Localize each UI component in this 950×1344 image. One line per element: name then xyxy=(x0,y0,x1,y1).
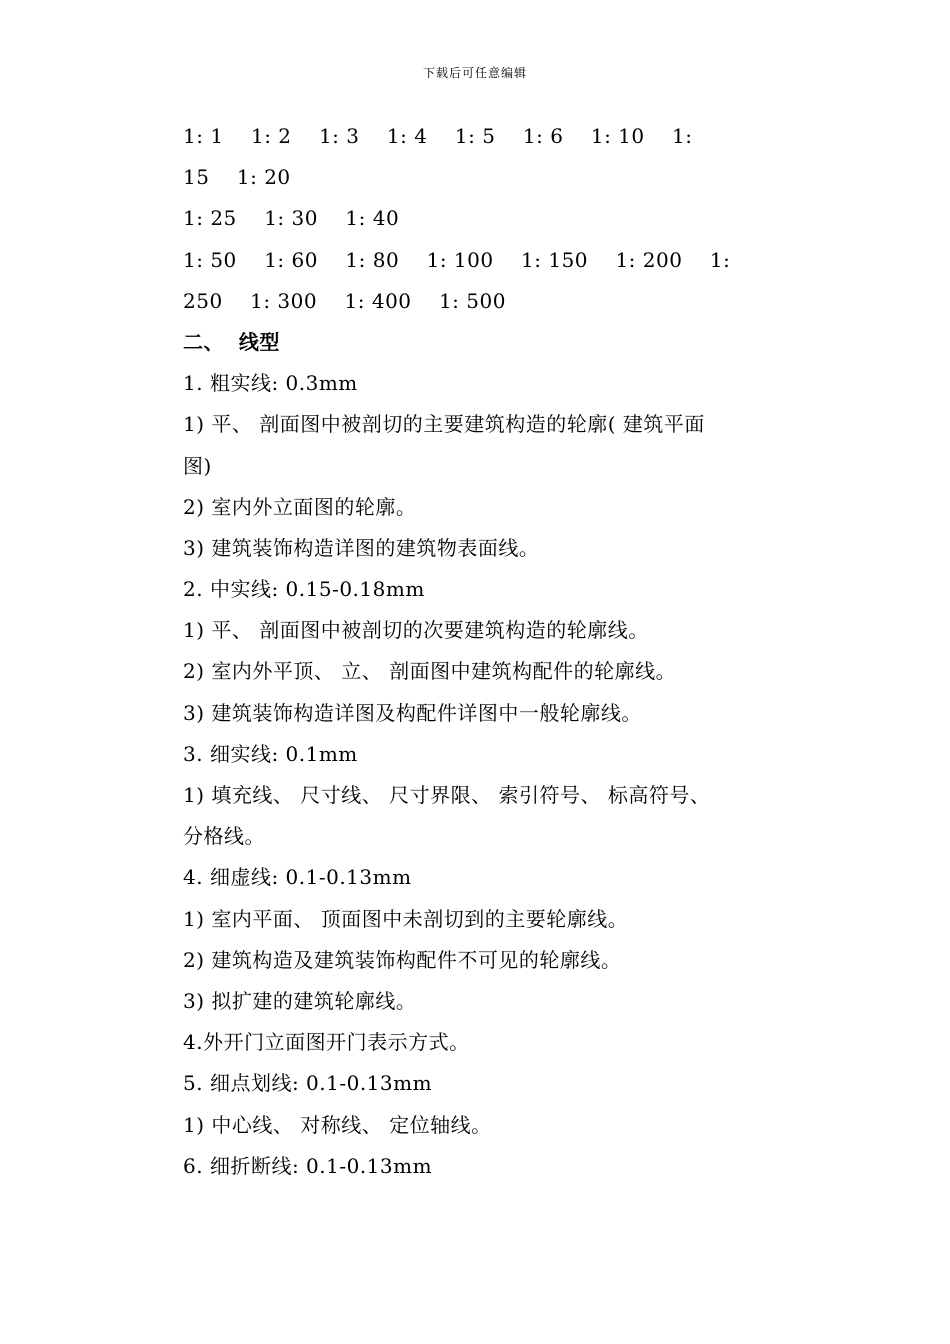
document-body xyxy=(183,116,793,1187)
text-line: 图) xyxy=(183,453,212,478)
item-medium-solid-line: 2. 中实线: 0.15-0.18mm xyxy=(183,577,425,602)
text-line: 1) 室内平面、 顶面图中未剖切到的主要轮廓线。 xyxy=(183,906,629,931)
text-line: 2) 室内外平顶、 立、 剖面图中建筑构配件的轮廓线。 xyxy=(183,659,677,684)
item-thick-solid-line: 1. 粗实线: 0.3mm xyxy=(183,371,358,396)
item-thin-solid-line: 3. 细实线: 0.1mm xyxy=(183,741,358,766)
scale-line-5: 250 1: 300 1: 400 1: 500 xyxy=(183,288,506,313)
text-line: 2) 室内外立面图的轮廓。 xyxy=(183,494,417,519)
scale-line-3: 1: 25 1: 30 1: 40 xyxy=(183,206,400,231)
item-thin-break-line: 6. 细折断线: 0.1-0.13mm xyxy=(183,1153,433,1178)
scale-line-4: 1: 50 1: 60 1: 80 1: 100 1: 150 1: 200 1: xyxy=(183,247,731,272)
section-heading-line-types: 二、 线型 xyxy=(183,329,280,354)
text-line: 3) 建筑装饰构造详图的建筑物表面线。 xyxy=(183,535,540,560)
text-line: 3) 建筑装饰构造详图及构配件详图中一般轮廓线。 xyxy=(183,700,642,725)
text-line: 1) 平、 剖面图中被剖切的次要建筑构造的轮廓线。 xyxy=(183,618,649,643)
text-line: 2) 建筑构造及建筑装饰构配件不可见的轮廓线。 xyxy=(183,947,622,972)
text-line: 1) 填充线、 尺寸线、 尺寸界限、 索引符号、 标高符号、 xyxy=(183,783,711,807)
scale-line-2: 15 1: 20 xyxy=(183,165,291,190)
text-line: 1) 平、 剖面图中被剖切的主要建筑构造的轮廓( 建筑平面 xyxy=(183,412,705,437)
text-line: 4.外开门立面图开门表示方式。 xyxy=(183,1030,470,1055)
text-line: 分格线。 xyxy=(183,824,265,849)
text-line: 1) 中心线、 对称线、 定位轴线。 xyxy=(183,1112,492,1137)
item-thin-dash-dot-line: 5. 细点划线: 0.1-0.13mm xyxy=(183,1071,433,1096)
item-thin-dashed-line: 4. 细虚线: 0.1-0.13mm xyxy=(183,865,412,890)
scale-line-1: 1: 1 1: 2 1: 3 1: 4 1: 5 1: 6 1: 10 1: xyxy=(183,124,693,148)
page-header: 下载后可任意编辑 xyxy=(422,66,527,80)
text-line: 3) 拟扩建的建筑轮廓线。 xyxy=(183,988,417,1013)
